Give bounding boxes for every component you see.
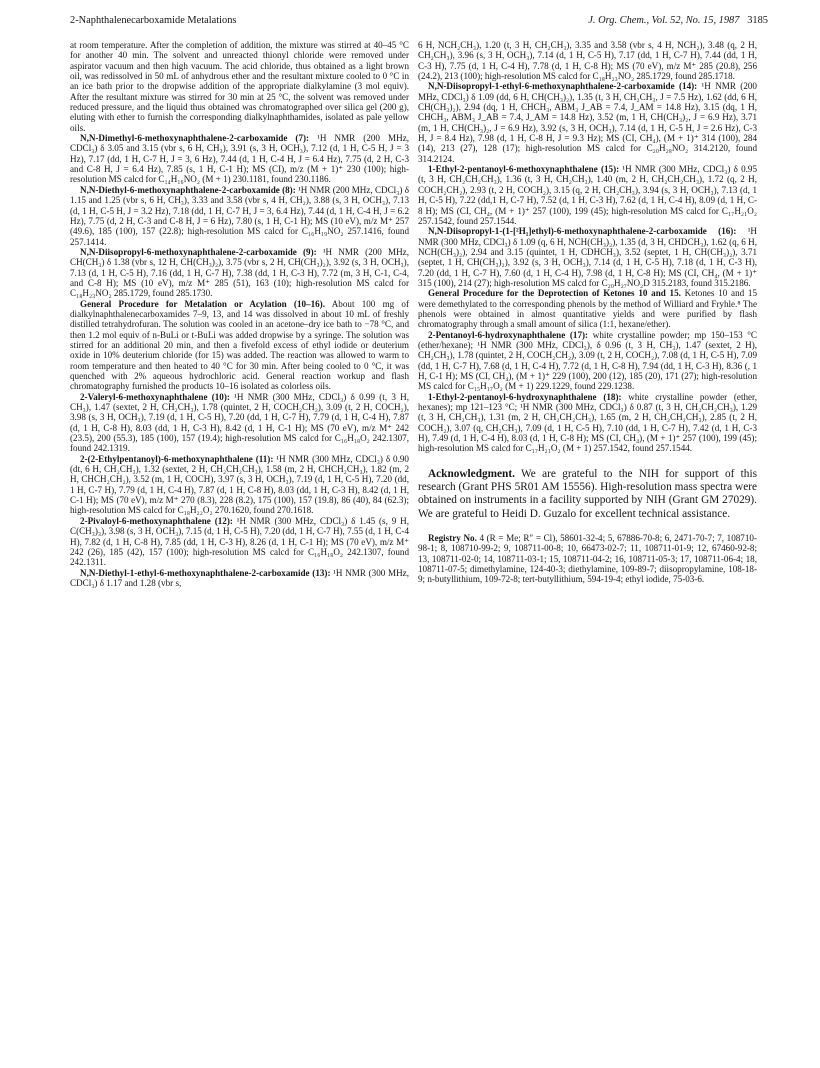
paragraph-text: Ketones 10 and 15 were demethylated to the corresponding phenols by the method of Williard and Fryhle.⁸ The phenols were obtained in almost quantitative yields and were purified by flash chromatography through a small amount of silica (1:1, hexane/ether).	[418, 288, 757, 330]
paragraph-text: ¹H NMR (300 MHz, CDCl₃) δ 1.45 (s, 9 H, C(CH₃)₃), 3.98 (s, 3 H, OCH₃), 7.15 (d, 1 H, C-5 H), 7.20 (dd, 1 H, C-7 H), 7.55 (d, 1 H, C-4 H), 7.82 (d, 1 H, C-8 H), 7.85 (dd, 1 H, C-3 H), 8.26 (d, 1 H, C-1 H); MS (70 eV), m/z M⁺ 242 (26), 185 (42), 157 (100); high-resolution MS calcd for C₁₆H₁₈O₂ 242.1307, found 242.1311.	[70, 515, 409, 568]
paragraph	[418, 164, 757, 226]
paragraph-text: white crystalline powder (ether, hexanes); mp 121–123 °C; ¹H NMR (300 MHz, CDCl₃) δ 0.87 (t, 3 H, CH₂CH₂CH₃), 1.29 (t, 3 H, CH₂CH₃), 1.31 (m, 2 H, CH₂CH₂CH₃), 1.65 (m, 2 H, CH₂CH₂CH₃), 2.85 (t, 2 H, COCH₂), 3.07 (q, CH₂CH₃), 7.09 (d, 1 H, C-5 H), 7.10 (dd, 1 H, C-7 H), 7.42 (d, 1 H, C-3 H), 7.49 (d, 1 H, C-4 H), 8.03 (d, 1 H, C-8 H); MS (CI, CH₄), (M + 1)⁺ 257 (100), 199 (45); high-resolution MS calcd for C₁₇H₂₁O₂ (M + 1) 257.1542, found 257.1544.	[418, 391, 757, 454]
compound-heading: N,N-Diisopropyl-6-methoxynaphthalene-2-carboxamide (9):	[80, 246, 317, 257]
paragraph-text: ¹H NMR (300 MHz, CDCl₃) δ 0.95 (t, 3 H, CH₂CH₂CH₃), 1.36 (t, 3 H, CH₂CH₃), 1.40 (m, 2 H, CH₂CH₂CH₃), 1.72 (q, 2 H, COCH₂CH₂), 2.93 (t, 2 H, COCH₂), 3.15 (q, 2 H, CH₂CH₃), 3.94 (s, 3 H, OCH₃), 7.13 (d, 1 H, C-5 H), 7.22 (dd,1 H, C-7 H), 7.52 (d, 1 H, C-3 H), 7.62 (d, 1 H, C-4 H), 8.09 (d, 1 H, C-8 H); MS (CI, CH₄, (M + 1)⁺ 257 (100), 199 (45); high-resolution MS calcd for C₁₇H₂₁O₂ 257.1542, found 257.1544.	[418, 164, 757, 226]
compound-heading: 1-Ethyl-2-pentanoyl-6-hydroxynaphthalene (18):	[428, 391, 622, 402]
compound-heading: N,N-Diethyl-6-methoxynaphthalene-2-carboxamide (8):	[80, 184, 296, 195]
acknowledgment	[418, 468, 757, 521]
paragraph-text: ¹H NMR (200 MHz, CDCl₃) δ 1.09 (dd, 6 H, CH(CH₃)₂), 1.35 (t, 3 H, CH₂CH₃, J = 7.5 Hz), 1.62 (dd, 6 H, CH(CH₃)₂), 2.94 (dq, 1 H, CHCH₃, ABM₃ J_AB = 7.4, J_AM = 14.8 Hz), 3.15 (dq, 1 H, CHCH₃, ABM₃ J_AB = 7.4, J_AM = 14.8 Hz), 3.52 (m, 1 H, CH(CH₃)₂, J = 6.9 Hz), 3.71 (m, 1 H, CH(CH₃)₂, J = 6.9 Hz), 3.92 (s, 3 H, OCH₃), 7.14 (d, 1 H, C-5 H, J = 2.6 Hz), C-3 H, J = 8.4 Hz), 7.98 (d, 1 H, C-8 H, J = 9.3 Hz); MS (CI, CH₄), (M + 1)⁺ 314 (100), 284 (14), 213 (27), 128 (17); high-resolution MS calcd for C₂₀H₂₈NO₂ 314.2120, found 314.2124.	[418, 81, 757, 164]
registry-heading: Registry No.	[428, 532, 477, 543]
page-number: 3185	[747, 15, 768, 26]
paragraph	[418, 226, 757, 288]
left-column	[70, 40, 409, 588]
paragraph	[418, 288, 757, 329]
paragraph-text: ¹H NMR (300 MHz, CDCl₃) δ 0.99 (t, 3 H, CH₃), 1.47 (sextet, 2 H, CH₂CH₃), 1.78 (quintet, 2 H, COCH₂CH₂), 3.09 (t, 2 H, COCH₂), 3.98 (s, 3 H, OCH₃), 7.19 (d, 1 H, C-5 H), 7.20 (dd, 1 H, C-7 H), 7.79 (d, 1 H, C-4 H), 7.87 (d, 1 H, C-8 H), 8.03 (dd, 1 H, C-3 H), 8.42 (d, 1 H, C-1 H); MS (70 eV), m/z M⁺ 242 (23.5), 200 (55.3), 185 (100), 157 (19.4); high-resolution MS calcd for C₁₆H₁₈O₂ 242.1307, found 242.1319.	[70, 391, 409, 454]
right-column	[418, 40, 757, 585]
paragraph-text: About 100 mg of dialkylnaphthalenecarboxamides 7–9, 13, and 14 was dissolved in about 10 mL of freshly distilled tetrahydrofuran. The solution was cooled in an acetone–dry ice bath to −78 °C, and then 1.2 mol equiv of n-BuLi or t-BuLi was added dropwise by a syringe. The solution was stirred for an additional 20 min, and then a fivefold excess of ethyl iodide or deuterium oxide in 10% deuterium chloride (for 15) was added. The reaction was allowed to warm to room temperature and then heated to 40 °C for 30 min. After being cooled to 0 °C, it was quenched with 2% aqueous hydrochloric acid. General reaction workup and flash chromatography furnished the products 10–16 isolated as colorless oils.	[70, 298, 409, 392]
paragraph	[418, 392, 757, 454]
paragraph-text: at room temperature. After the completion of addition, the mixture was stirred at 40–45 °C for another 40 min. The solvent and unreacted thionyl chloride were removed under aspirator vacuum and then high vacuum. The acid chloride, thus obtained as a light brown oil, was redissolved in 50 mL of anhydrous ether and the resultant mixture cooled to 0 °C in an ice bath prior to the dropwise addition of the appropriate dialkylamine (3 mol equiv). After the resultant mixture was stirred for 30 min at 25 °C, the solvent was removed under reduced pressure, and the liquid thus obtained was chromatographed over silica gel (200 g), eluting with ether to furnish the corresponding dialkylnaphthamides, isolated as pale yellow oils.	[70, 40, 409, 133]
paragraph	[70, 299, 409, 392]
paragraph	[418, 330, 757, 392]
section-heading: General Procedure for Metalation or Acylation (10–16).	[80, 298, 325, 309]
acknowledgment-heading: Acknowledgment.	[428, 467, 515, 480]
paragraph-text: ¹H NMR (200 MHz, CH(CH₃) δ 1.38 (vbr s, 12 H, CH(CH₃)₂), 3.75 (vbr s, 2 H, CH(CH₃)₂), 3.92 (s, 3 H, OCH₃), 7.13 (d, 1 H, C-5 H), 7.16 (dd, 1 H, C-7 H), 7.38 (dd, 1 H, C-3 H), 7.72 (m, 3 H, C-1, C-4, and C-8 H); MS (10 eV), m/z M⁺ 285 (51), 163 (10); high-resolution MS calcd for C₁₈H₂₃NO₂ 285.1729, found 285.1730.	[70, 246, 409, 299]
paragraph	[70, 185, 409, 247]
running-title: 2-Naphthalenecarboxamide Metalations	[70, 15, 237, 26]
paragraph	[70, 516, 409, 568]
compound-heading: 2-Valeryl-6-methoxynaphthalene (10):	[80, 391, 230, 402]
paragraph-text: 6 H, NCH₂CH₃), 1.20 (t, 3 H, CH₂CH₃), 3.35 and 3.58 (vbr s, 4 H, NCH₂), 3.48 (q, 2 H, CH₂CH₃), 3.96 (s, 3 H, OCH₃), 7.14 (d, 1 H, C-5 H), 7.17 (dd, 1 H, C-7 H), 7.44 (dd, 1 H, C-3 H), 7.75 (d, 1 H, C-4 H), 7.78 (d, 1 H, C-8 H); MS (70 eV), m/z M⁺ 285 (20.8), 256 (24.2), 213 (100); high-resolution MS calcd for C₁₈H₂₃NO₂ 285.1729, found 285.1718.	[418, 40, 757, 82]
page-header	[70, 14, 768, 28]
paragraph	[70, 454, 409, 516]
paragraph	[70, 133, 409, 185]
compound-heading: 2-(2-Ethylpentanoyl)-6-methoxynaphthalene (11):	[80, 453, 274, 464]
acknowledgment-text: We are grateful to the NIH for support of this research (Grant PHS 5R01 AM 15556). High-resolution mass spectra were obtained on instruments in a facility supported by NIH (Grant GM 27029). We are grateful to Heidi D. Guzalo for excellent technical assistance.	[418, 467, 757, 520]
paragraph	[418, 81, 757, 164]
paragraph-text: ¹H NMR (200 MHz, CDCl₃) δ 1.15 and 1.25 (vbr s, 6 H, CH₃), 3.33 and 3.58 (vbr s, 4 H, CH₂), 3.88 (s, 3 H, OCH₃), 7.13 (d, 1 H, C-5 H, J = 3.2 Hz), 7.18 (dd, 1 H, C-7 H, J = 3, 6.4 Hz), 7.44 (d, 1 H, C-4 H, J = 6.2 Hz), 7.75 (d, 2 H, C-3 and C-8 H, J = 6 Hz), 7.80 (s, 1 H, C-1 H); MS (10 eV), m/z M⁺ 257 (49.6), 185 (100), 157 (22.8); high-resolution MS calcd for C₁₆H₁₉NO₂ 257.1416, found 257.1414.	[70, 184, 409, 247]
compound-heading: N,N-Diisopropyl-1-(1-[²H₁]ethyl)-6-methoxynaphthalene-2-carboxamide (16):	[428, 226, 737, 237]
compound-heading: 2-Pivaloyl-6-methoxynaphthalene (12):	[80, 515, 233, 526]
journal-citation	[588, 14, 768, 28]
paragraph-text: ¹H NMR (300 MHz, CDCl₃) δ 1.17 and 1.28 (vbr s,	[70, 567, 409, 588]
compound-heading: 2-Pentanoyl-6-hydroxynaphthalene (17):	[428, 329, 589, 340]
compound-heading: 1-Ethyl-2-pentanoyl-6-methoxynaphthalene (15):	[428, 164, 620, 175]
journal-name: J. Org. Chem., Vol. 52, No. 15, 1987	[588, 15, 740, 26]
compound-heading: N,N-Diethyl-1-ethyl-6-methoxynaphthalene-2-carboxamide (13):	[80, 567, 331, 578]
paragraph	[70, 392, 409, 454]
compound-heading: N,N-Dimethyl-6-methoxynaphthalene-2-carboxamide (7):	[80, 133, 310, 144]
paragraph	[70, 40, 409, 133]
section-heading: General Procedure for the Deprotection of Ketones 10 and 15.	[428, 288, 681, 299]
paragraph-text: ¹H NMR (300 MHz, CDCl₃) δ 0.90 (dt, 6 H, CH₂CH₃), 1.32 (sextet, 2 H, CH₂CH₂CH₃), 1.58 (m, 2 H, CHCH₂CH₃), 1.82 (m, 2 H, CHCH₂CH₂), 3.52 (m, 1 H, COCH), 3.97 (s, 3 H, OCH₃), 7.19 (d, 1 H, C-5 H), 7.20 (dd, 1 H, C-7 H), 7.79 (d, 1 H, C-4 H), 7.87 (d, 1 H, C-8 H), 8.03 (dd, 1 H, C-3 H), 8.42 (d, 1 H, C-1 H); MS (70 eV), m/z M⁺ 270 (8.3), 228 (8.2), 175 (100), 157 (19.8), 86 (40), 84 (62.3); high-resolution MS calcd for C₁₈H₂₂O₂ 270.1620, found 270.1618.	[70, 453, 409, 516]
paragraph	[70, 568, 409, 589]
registry-numbers	[418, 533, 757, 585]
compound-heading: N,N-Diisopropyl-1-ethyl-6-methoxynaphthalene-2-carboxamide (14):	[428, 81, 698, 92]
paragraph-text: ¹H NMR (300 MHz, CDCl₃) δ 1.09 (q, 6 H, NCH(CH₃)₂), 1.35 (d, 3 H, CHDCH₃), 1.62 (q, 6 H, NCH(CH₃)₂), 2.94 and 3.15 (quintet, 1 H, CDHCH₃), 3.52 (septet, 1 H, CH(CH₃)₂), 3.71 (septet, 1 H, CH(CH₃)₂), 3.92 (s, 3 H, OCH₃), 7.14 (d, 1 H, C-5 H), 7.18 (d, 1 H, C-3 H), 7.20 (dd, 1 H, C-7 H), 7.60 (d, 1 H, C-4 H), 7.98 (d, 1 H, C-8 H); MS (CI, CH₄, (M + 1)⁺ 315 (100), 214 (27); high-resolution MS calcd for C₂₀H₂₇NO₂D 315.2183, found 315.2186.	[418, 226, 757, 288]
paragraph	[418, 40, 757, 81]
paragraph	[70, 247, 409, 299]
paragraph-text: ¹H NMR (200 MHz, CDCl₃) δ 3.05 and 3.15 (vbr s, 6 H, CH₃), 3.91 (s, 3 H, OCH₃), 7.12 (d, 1 H, C-5 H, J = 3 Hz), 7.17 (dd, 1 H, C-7 H, J = 3, 6 Hz), 7.44 (d, 1 H, C-4 H, J = 6.4 Hz), 7.75 (d, 2 H, C-3 and C-8 H, J = 6.4 Hz), 7.85 (s, 1 H, C-1 H); MS (CI), m/z (M + 1)⁺ 230 (100); high-resolution MS calcd for C₁₄H₁₆NO₂ (M + 1) 230.1181, found 230.1186.	[70, 133, 410, 185]
registry-text: 4 (R = Me; R″ = Cl), 58601-32-4; 5, 67886-70-8; 6, 2471-70-7; 7, 108710-98-1; 8, 108710-99-2; 9, 108711-00-8; 10, 66473-02-7; 11, 108711-01-9; 12, 67460-92-8; 13, 108711-02-0; 14, 108711-03-1; 15, 108711-04-2; 16, 108711-05-3; 17, 108711-06-4; 18, 108711-07-5; dimethylamine, 124-40-3; diethylamine, 109-89-7; diisopropylamine, 108-18-9; n-butyllithium, 109-72-8; tert-butyllithium, 594-19-4; ethyl iodide, 75-03-6.	[418, 532, 757, 585]
paragraph-text: white crystalline powder; mp 150–153 °C (ether/hexane); ¹H NMR (300 MHz, CDCl₃), δ 0.96 (t, 3 H, CH₃), 1.47 (sextet, 2 H), CH₂CH₃), 1.78 (quintet, 2 H, COCH₂CH₂), 3.09 (t, 2 H, COCH₂), 7.08 (d, 1 H, C-5 H), 7.09 (dd, 1 H, C-7 H), 7.68 (d, 1 H, C-4 H), 7.72 (d, 1 H, C-8 H), 7.94 (dd, 1 H, C-3 H), 8.36 (, 1 H, C-1 H); MS (CI, CH₄), (M + 1)⁺ 229 (100), 200 (12), 185 (20), 171 (27); high-resolution MS calcd for C₁₅H₁₇O₂ (M + 1) 229.1229, found 229.1238.	[418, 329, 757, 392]
